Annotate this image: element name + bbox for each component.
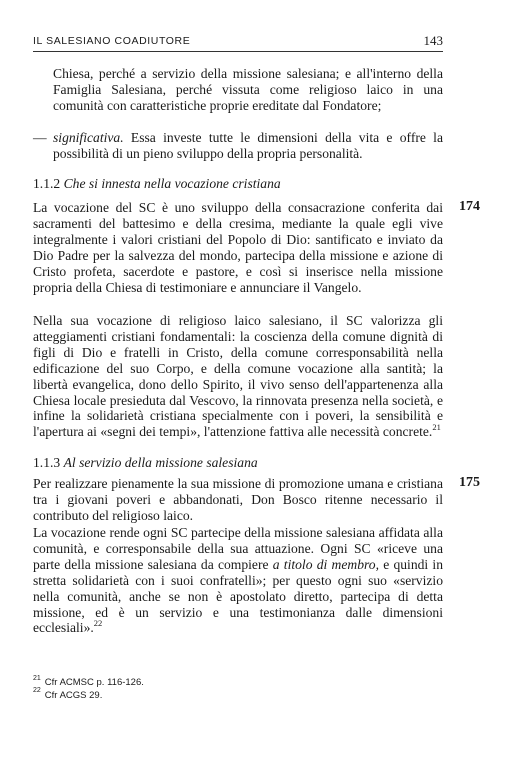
list-item-text: Essa investe tutte le dimensioni della vita e offre la possibilità di un pieno sviluppo della propria personalità. — [53, 130, 443, 161]
paragraph: Per realizzare pienamente la sua missione di promozione umana e cristiana tra i giovani poveri e abbandonati, Don Bosco ritenne necessario il contributo del religioso laico. — [33, 476, 443, 523]
list-item-significativa — [33, 130, 443, 162]
list-item-term: significativa. — [53, 130, 124, 145]
section-number: 1.1.2 — [33, 176, 61, 191]
margin-reference-175: 175 — [459, 475, 480, 490]
footnote — [33, 687, 333, 703]
section-number: 1.1.3 — [33, 455, 61, 470]
footnote-text: Cfr ACGS 29. — [44, 689, 103, 701]
running-title: IL SALESIANO COADIUTORE — [33, 35, 191, 47]
section-title: Al servizio della missione salesiana — [63, 455, 258, 470]
section-heading-1-1-2 — [33, 176, 281, 192]
margin-reference-174: 174 — [459, 199, 480, 214]
page-number: 143 — [423, 33, 443, 48]
footnote — [33, 674, 333, 690]
footnote-mark: 22 — [33, 687, 41, 695]
paragraph — [33, 525, 443, 636]
paragraph — [33, 313, 443, 440]
paragraph-text: Nella sua vocazione di religioso laico salesiano, il SC valorizza gli atteggiamenti cristiani fondamentali: la coscienza della comune dignità di figli di Dio e fratelli in Cristo, della comune corresponsabilità nella edificazione del suo Corpo, e della comune vocazione alla santità; la libertà evangelica, dono dello Spirito, il vivo senso dell'appartenenza alla Chiesa locale presieduta dal Vescovo, la rinnovata presenza nella società, e infine la solidarietà cristiana specialmente con i poveri, la sensibilità e l'apertura ai «segni dei tempi», l'attenzione fattiva alle necessità concrete. — [33, 313, 443, 440]
paragraph: La vocazione del SC è uno sviluppo della consacrazione conferita dai sacramenti del battesimo e della cresima, mediante la quale egli vive integralmente i valori cristiani del Popolo di Dio: santificato e inviato da Dio Padre per la salvezza del mondo, partecipa della missione e azione di Cristo profeta, sacerdote e pastore, e così si inserisce nella missione propria della Chiesa di testimoniare e annunciare il Vangelo. — [33, 200, 443, 295]
running-header — [33, 33, 443, 52]
footnote-ref: 22 — [93, 617, 103, 628]
footnote-mark: 21 — [33, 674, 41, 682]
continued-paragraph: Chiesa, perché a servizio della missione salesiana; e all'interno della Famiglia Salesiana, perché vissuta come religioso laico in una comunità con caratteristiche proprie ereditate dal Fondatore; — [53, 66, 443, 113]
emphasis-text: a titolo di membro, — [272, 556, 379, 572]
footnote-text: Cfr ACMSC p. 116-126. — [44, 677, 144, 688]
paragraph-text: e quindi in stretta solidarietà con i suoi confratelli»; per questo ogni suo «servizio nella comunità, anche se non è apostolato diretto, partecipa di detta missione, ed è un servizio e una testimonianza dalle dimensioni ecclesiali». — [33, 556, 444, 636]
section-title: Che si innesta nella vocazione cristiana — [63, 176, 281, 191]
footnote-ref: 21 — [432, 421, 441, 432]
paragraph-text: La vocazione rende ogni SC partecipe della missione salesiana affidata alla comunità, e corresponsabile della sua attuazione. Ogni SC «riceve una parte della missione salesiana da compiere — [33, 525, 443, 572]
footnotes — [33, 674, 333, 702]
section-heading-1-1-3 — [33, 455, 258, 471]
dash-marker: — — [33, 130, 47, 145]
